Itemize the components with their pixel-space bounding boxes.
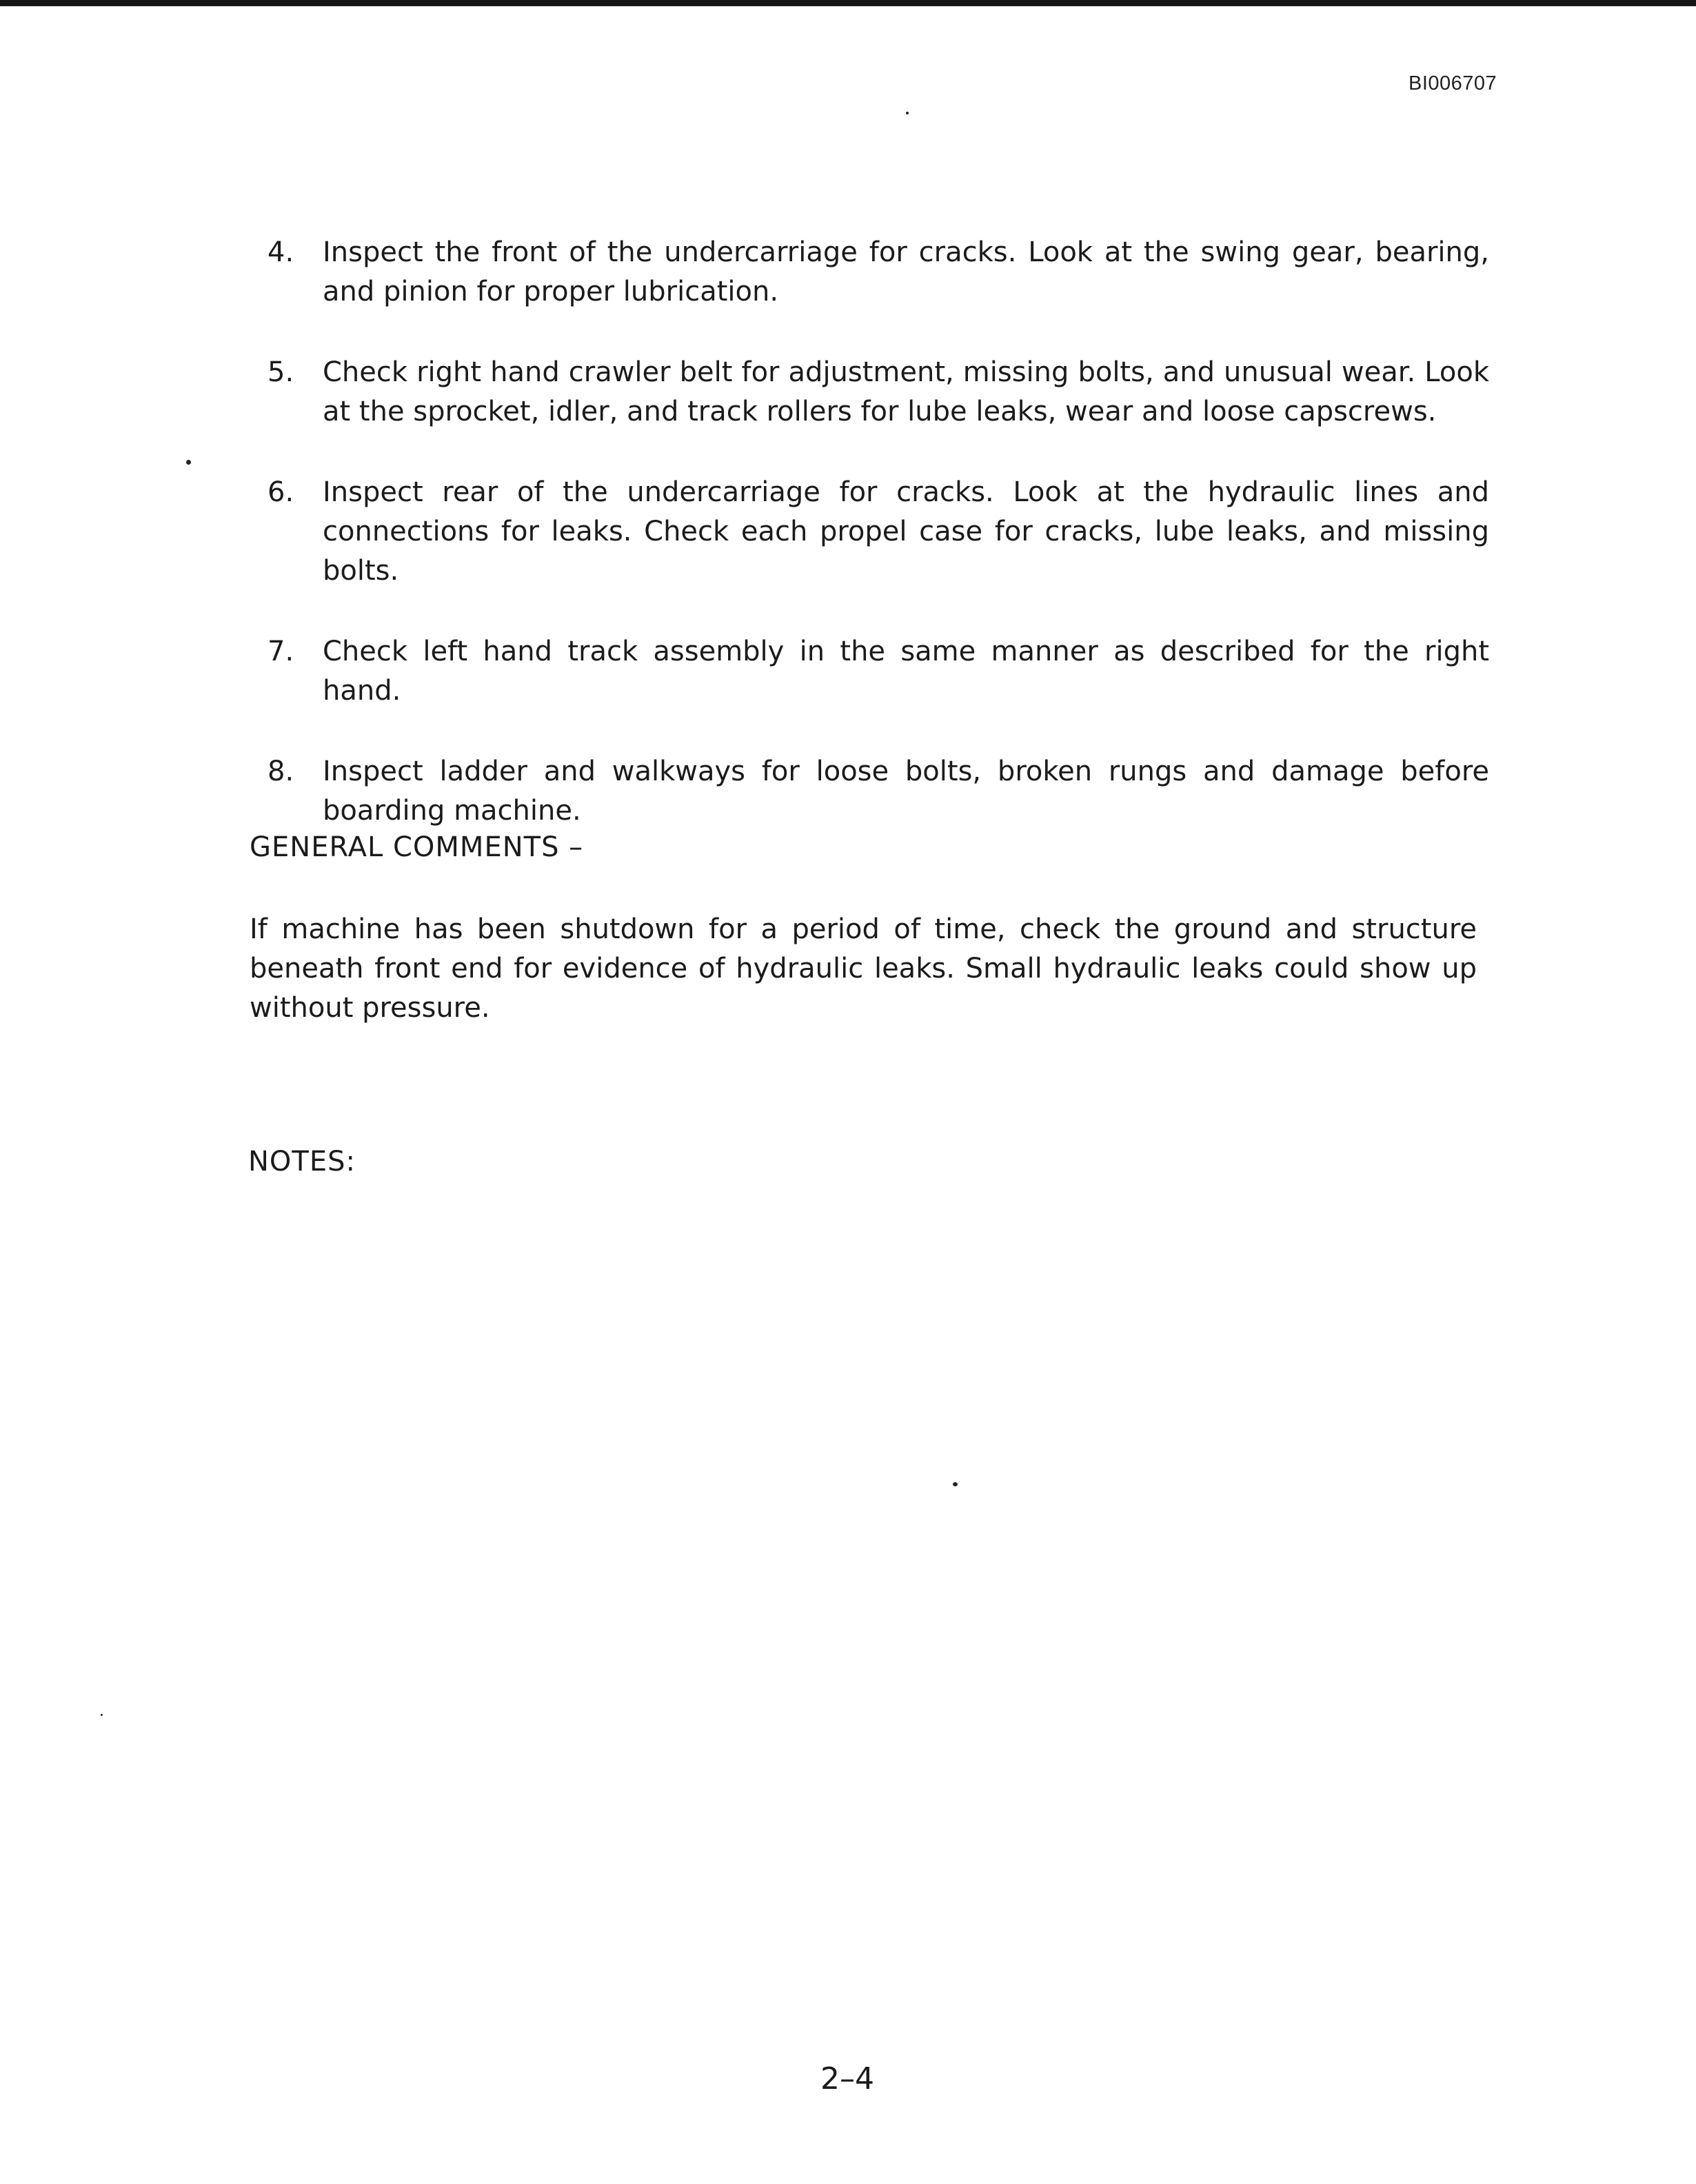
step-number: 8. xyxy=(267,756,294,787)
inspection-step xyxy=(267,752,1489,831)
general-comments-heading: GENERAL COMMENTS – xyxy=(250,831,584,863)
inspection-step-list xyxy=(267,233,1489,872)
step-text: Inspect the front of the undercarriage for cracks. Look at the swing gear, bearing, and pinion for proper lubrication. xyxy=(323,236,1489,307)
inspection-step xyxy=(267,233,1489,312)
step-number: 6. xyxy=(267,476,294,508)
scan-speck xyxy=(906,112,909,114)
document-id: BI006707 xyxy=(1409,72,1497,94)
step-text: Check right hand crawler belt for adjustment, missing bolts, and unusual wear. Look at the sprocket, idler, and track rollers for lube leaks, wear and loose capscrews. xyxy=(323,356,1489,427)
step-number: 7. xyxy=(267,636,294,667)
inspection-step xyxy=(267,473,1489,591)
step-text: Inspect rear of the undercarriage for cracks. Look at the hydraulic lines and connections for leaks. Check each propel case for cracks, lube leaks, and missing bolts. xyxy=(323,476,1489,587)
page-number: 2–4 xyxy=(820,2061,874,2096)
inspection-step xyxy=(267,353,1489,432)
step-number: 4. xyxy=(267,236,294,268)
scan-speck xyxy=(186,460,191,465)
general-comments-text: If machine has been shutdown for a period of time, check the ground and structure beneath front end for evidence of hydraulic leaks. Small hydraulic leaks could show up without pressure. xyxy=(250,913,1477,1024)
step-text: Inspect ladder and walkways for loose bolts, broken rungs and damage before boarding machine. xyxy=(323,756,1489,827)
scan-speck xyxy=(101,1714,103,1716)
notes-heading: NOTES: xyxy=(248,1146,356,1177)
step-number: 5. xyxy=(267,356,294,388)
scan-top-border xyxy=(0,0,1696,6)
step-text: Check left hand track assembly in the same manner as described for the right hand. xyxy=(323,636,1489,707)
inspection-step xyxy=(267,632,1489,711)
scan-speck xyxy=(953,1482,958,1486)
